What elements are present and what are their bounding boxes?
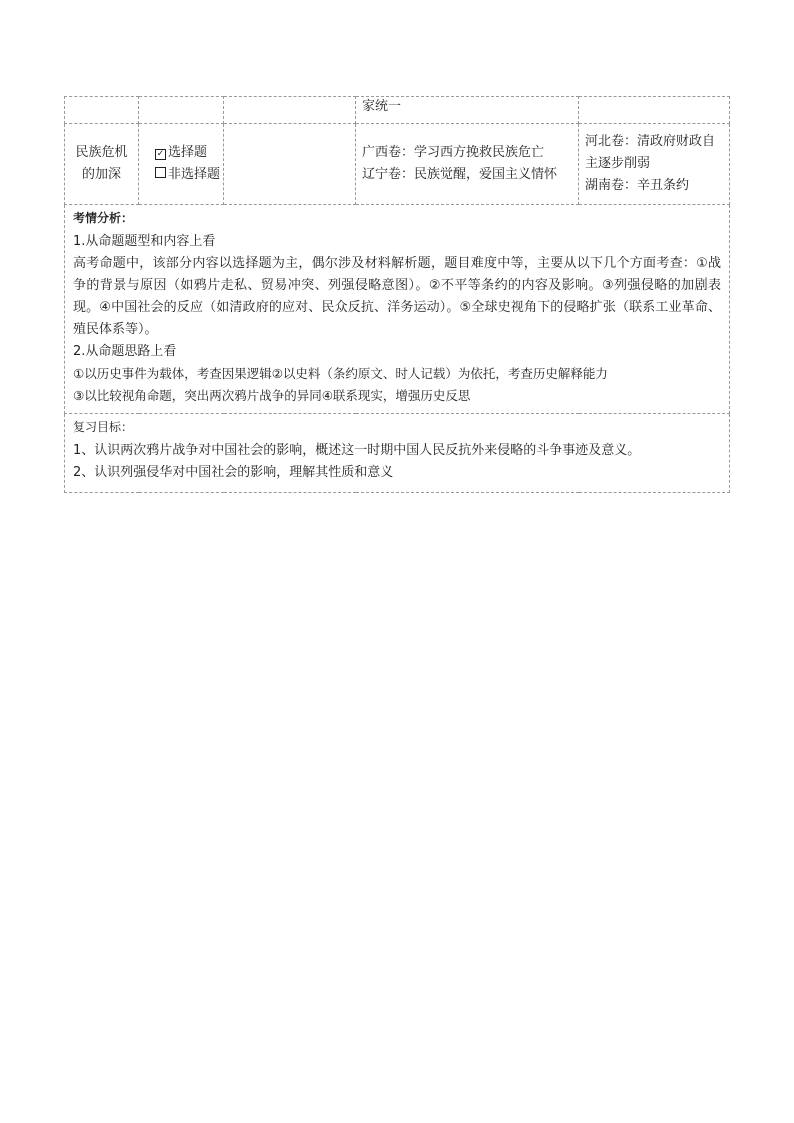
type-option-choice — [155, 142, 223, 164]
table-row-top — [65, 97, 730, 124]
goals-cell — [65, 414, 730, 493]
exam-item: 湖南卷：辛丑条约 — [585, 178, 690, 193]
analysis-heading: 考情分析： — [73, 211, 134, 225]
cell-empty-1 — [65, 97, 139, 124]
question-type-cell — [139, 124, 224, 205]
exam-item: 主逐步削弱 — [585, 156, 651, 171]
exam-analysis-table — [64, 96, 730, 493]
analysis-subheading-2: 2.从命题思路上看 — [73, 344, 177, 359]
analysis-paragraph: 高考命题中，该部分内容以选择题为主，偶尔涉及材料解析题，题目难度中等，主要从以下几个方面考查：①战争的背景与原因（如鸦片走私、贸易冲突、列强侵略意图）。②不平等条约的内容及影响。③列强侵略的加剧表现。④中国社会的反应（如清政府的应对、民众反抗、洋务运动）。⑤全球史视角下的侵略扩张（联系工业革命、殖民体系等）。 — [73, 256, 721, 337]
table-row-analysis — [65, 205, 730, 414]
topic-line-1: 民族危机 — [75, 145, 128, 160]
unchecked-box-icon — [155, 167, 166, 178]
type-label-choice: 选择题 — [168, 145, 208, 160]
type-label-nonchoice: 非选择题 — [168, 167, 221, 182]
analysis-line-2: ③以比较视角命题，突出两次鸦片战争的异同④联系现实，增强历史反思 — [73, 388, 471, 403]
table-row-national-crisis — [65, 124, 730, 205]
table-row-goals — [65, 414, 730, 493]
exam-item: 辽宁卷：民族觉醒，爱国主义情怀 — [362, 167, 558, 182]
cell-continued-text: 家统一 — [356, 97, 579, 124]
exam-papers-cell-b — [579, 124, 730, 205]
cell-empty-2 — [139, 97, 224, 124]
cell-empty-3 — [224, 97, 356, 124]
exam-papers-cell-a — [356, 124, 579, 205]
topic-cell — [65, 124, 139, 205]
exam-item: 河北卷：清政府财政自 — [585, 134, 716, 149]
analysis-cell — [65, 205, 730, 414]
type-option-nonchoice — [155, 164, 223, 186]
analysis-line-1: ①以历史事件为载体，考查因果逻辑②以史料（条约原文、时人记载）为依托，考查历史解释能力 — [73, 366, 608, 381]
cell-empty-5 — [579, 97, 730, 124]
cell-empty-middle — [224, 124, 356, 205]
goal-item-1: 1、认识两次鸦片战争对中国社会的影响，概述这一时期中国人民反抗外来侵略的斗争事迹及意义。 — [73, 443, 641, 458]
goal-item-2: 2、认识列强侵华对中国社会的影响，理解其性质和意义 — [73, 465, 394, 480]
goals-heading: 复习目标： — [73, 420, 134, 434]
checked-box-icon: ✓ — [156, 149, 165, 159]
analysis-subheading-1: 1.从命题题型和内容上看 — [73, 234, 216, 249]
exam-item: 广西卷：学习西方挽救民族危亡 — [362, 145, 545, 160]
topic-line-2: 的加深 — [81, 167, 121, 182]
